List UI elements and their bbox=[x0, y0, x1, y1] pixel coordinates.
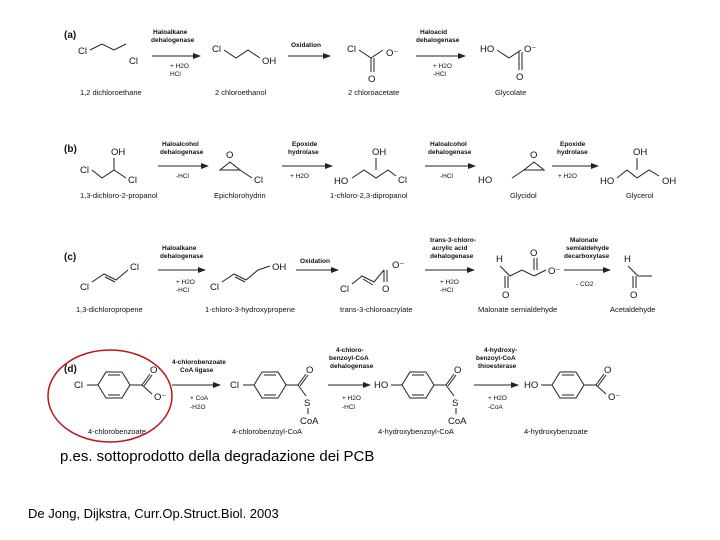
condition-label: -HCl bbox=[433, 71, 446, 78]
enzyme-label: 4-chloro- bbox=[336, 347, 364, 354]
molecule-glycolate bbox=[480, 44, 536, 83]
compound-label: Malonate semialdehyde bbox=[478, 305, 558, 314]
compound-label: 1,3-dichloropropene bbox=[76, 305, 143, 314]
atom-coa: CoA bbox=[300, 416, 319, 427]
atom-coa: CoA bbox=[448, 416, 467, 427]
atom-ho: HO bbox=[480, 44, 495, 55]
molecule-4-chlorobenzoyl-coa bbox=[230, 365, 319, 427]
enzyme-label: dehalogenase bbox=[430, 253, 474, 260]
molecule-13-dichloro-2-propanol bbox=[80, 147, 137, 186]
condition-label: + CoA bbox=[190, 395, 209, 402]
enzyme-label: 4-chlorobenzoate bbox=[172, 359, 226, 366]
compound-label: 4-chlorobenzoyl-CoA bbox=[232, 427, 303, 436]
molecule-4-hydroxybenzoate bbox=[524, 365, 620, 403]
condition-label: + H2O bbox=[433, 63, 452, 70]
condition-label: + H2O bbox=[170, 63, 189, 70]
compound-label: 2 chloroethanol bbox=[215, 88, 267, 97]
reaction-arrow bbox=[425, 237, 476, 294]
atom-o: O bbox=[382, 284, 390, 295]
atom-h: H bbox=[496, 254, 503, 265]
atom-o-minus: O⁻ bbox=[608, 392, 621, 403]
enzyme-label: dehalogenase bbox=[330, 363, 374, 370]
condition-label: + H2O bbox=[342, 395, 361, 402]
enzyme-label: Oxidation bbox=[300, 258, 330, 265]
molecule-4-chlorobenzoate bbox=[74, 365, 166, 403]
reaction-arrow bbox=[282, 141, 332, 180]
reaction-arrow bbox=[158, 141, 208, 180]
atom-o: O bbox=[368, 74, 376, 85]
compound-label: Glycolate bbox=[495, 88, 527, 97]
caption-pcb-note: p.es. sottoprodotto della degradazione dei PCB bbox=[60, 448, 375, 465]
condition-label: -HCl bbox=[342, 404, 355, 411]
condition-label: -H2O bbox=[190, 404, 206, 411]
atom-o-minus: O⁻ bbox=[154, 392, 167, 403]
compound-label: 1-chloro-3-hydroxypropene bbox=[205, 305, 296, 314]
atom-oh: OH bbox=[111, 147, 126, 158]
atom-cl: Cl bbox=[128, 175, 137, 186]
compound-label: 1-chloro-2,3-dipropanol bbox=[330, 191, 408, 200]
enzyme-label: trans-3-chloro- bbox=[430, 237, 476, 244]
reaction-arrow bbox=[425, 141, 475, 180]
enzyme-label: Epoxide bbox=[560, 141, 586, 148]
condition-label: + H2O bbox=[440, 279, 459, 286]
atom-cl: Cl bbox=[80, 165, 89, 176]
atom-o: O bbox=[604, 365, 612, 376]
atom-s: S bbox=[304, 398, 311, 409]
enzyme-label: Haloalkane bbox=[162, 245, 197, 252]
compound-label: 4-hydroxybenzoyl-CoA bbox=[378, 427, 454, 436]
atom-oh: OH bbox=[372, 147, 387, 158]
enzyme-label: acrylic acid bbox=[432, 245, 468, 252]
molecule-13-dichloropropene bbox=[80, 262, 139, 293]
reaction-arrow bbox=[474, 347, 518, 411]
compound-label: trans-3-chloroacrylate bbox=[340, 305, 413, 314]
atom-cl: Cl bbox=[74, 380, 83, 391]
reaction-arrow bbox=[328, 347, 374, 411]
atom-ho: HO bbox=[334, 176, 349, 187]
compound-label: 4-chlorobenzoate bbox=[88, 427, 146, 436]
atom-o: O bbox=[454, 365, 462, 376]
condition-label: + H2O bbox=[488, 395, 507, 402]
atom-ho: HO bbox=[374, 380, 389, 391]
enzyme-label: Haloacid bbox=[420, 29, 448, 36]
atom-cl: Cl bbox=[78, 46, 87, 57]
panel-label-b: (b) bbox=[64, 144, 77, 155]
molecule-trans-3-chloroacrylate bbox=[340, 260, 404, 295]
enzyme-label: Haloalcohol bbox=[430, 141, 467, 148]
atom-s: S bbox=[452, 398, 459, 409]
compound-label: Glycidol bbox=[510, 191, 537, 200]
condition-label: -HCl bbox=[440, 287, 453, 294]
atom-cl: Cl bbox=[340, 284, 349, 295]
compound-label: Epichlorohydrin bbox=[214, 191, 266, 200]
atom-oh: OH bbox=[633, 147, 648, 158]
citation: De Jong, Dijkstra, Curr.Op.Struct.Biol. 2003 bbox=[28, 506, 279, 521]
panel-label-d: (d) bbox=[64, 364, 77, 375]
atom-h: H bbox=[624, 254, 631, 265]
enzyme-label: hydrolase bbox=[557, 149, 588, 156]
atom-cl: Cl bbox=[347, 44, 356, 55]
compound-label: Acetaldehyde bbox=[610, 305, 656, 314]
reaction-arrow bbox=[172, 359, 226, 411]
enzyme-label: Haloalcohol bbox=[162, 141, 199, 148]
condition-label: - CO2 bbox=[576, 281, 594, 288]
compound-label: Glycerol bbox=[626, 191, 654, 200]
enzyme-label: dehalogenase bbox=[151, 37, 195, 44]
molecule-acetaldehyde bbox=[624, 254, 652, 301]
atom-o: O bbox=[630, 290, 638, 301]
molecule-1-chloro-3-hydroxypropene bbox=[210, 262, 286, 293]
atom-ho: HO bbox=[478, 175, 493, 186]
atom-o: O bbox=[226, 150, 234, 161]
condition-label: + H2O bbox=[290, 173, 309, 180]
panel-b bbox=[64, 141, 676, 200]
molecule-12-dichloroethane bbox=[78, 44, 138, 67]
enzyme-label: decarboxylase bbox=[564, 253, 610, 260]
reaction-arrow bbox=[564, 237, 610, 288]
atom-o: O bbox=[502, 290, 510, 301]
enzyme-label: dehalogenase bbox=[160, 149, 204, 156]
panel-a bbox=[64, 29, 536, 97]
enzyme-label: dehalogenase bbox=[428, 149, 472, 156]
enzyme-label: Haloalkane bbox=[153, 29, 188, 36]
molecule-4-hydroxybenzoyl-coa bbox=[374, 365, 467, 427]
reaction-arrow bbox=[416, 29, 465, 78]
condition-label: + H2O bbox=[558, 173, 577, 180]
enzyme-label: benzoyl-CoA bbox=[329, 355, 369, 362]
panel-label-a: (a) bbox=[64, 30, 77, 41]
atom-cl: Cl bbox=[212, 44, 221, 55]
atom-cl: Cl bbox=[130, 262, 139, 273]
panel-c bbox=[64, 237, 655, 314]
enzyme-label: Epoxide bbox=[292, 141, 318, 148]
molecule-2-chloroethanol bbox=[212, 44, 276, 67]
enzyme-label: CoA ligase bbox=[180, 367, 214, 374]
atom-o-minus: O⁻ bbox=[386, 48, 399, 59]
panel-d bbox=[48, 347, 620, 442]
atom-cl: Cl bbox=[254, 175, 263, 186]
atom-ho: HO bbox=[600, 176, 615, 187]
condition-label: HCl bbox=[170, 71, 181, 78]
enzyme-label: benzoyl-CoA bbox=[476, 355, 516, 362]
atom-o-minus: O⁻ bbox=[548, 266, 561, 277]
atom-o: O bbox=[516, 72, 524, 83]
atom-ho: HO bbox=[524, 380, 539, 391]
condition-label: -HCl bbox=[176, 287, 189, 294]
enzyme-label: dehalogenase bbox=[416, 37, 460, 44]
atom-oh: OH bbox=[662, 176, 677, 187]
condition-label: -HCl bbox=[440, 173, 453, 180]
condition-label: + H2O bbox=[176, 279, 195, 286]
enzyme-label: thioesterase bbox=[478, 363, 517, 370]
molecule-glycerol bbox=[600, 147, 676, 187]
compound-label: 2 chloroacetate bbox=[348, 88, 400, 97]
molecule-epichlorohydrin bbox=[220, 150, 263, 186]
atom-cl: Cl bbox=[398, 175, 407, 186]
compound-label: 1,2 dichloroethane bbox=[80, 88, 142, 97]
molecule-1-chloro-23-dipropanol bbox=[334, 147, 407, 187]
atom-oh: OH bbox=[262, 56, 277, 67]
atom-o: O bbox=[530, 248, 538, 259]
atom-o-minus: O⁻ bbox=[392, 260, 405, 271]
atom-cl: Cl bbox=[210, 282, 219, 293]
atom-o: O bbox=[530, 150, 538, 161]
molecule-malonate-semialdehyde bbox=[496, 248, 560, 301]
atom-o: O bbox=[306, 365, 314, 376]
enzyme-label: 4-hydroxy- bbox=[484, 347, 518, 354]
panel-label-c: (c) bbox=[64, 252, 77, 263]
atom-oh: OH bbox=[272, 262, 287, 273]
molecule-2-chloroacetate bbox=[347, 44, 398, 85]
atom-o-minus: O⁻ bbox=[524, 44, 537, 55]
reaction-arrow bbox=[288, 42, 330, 56]
molecule-glycidol bbox=[478, 150, 544, 186]
enzyme-label: hydrolase bbox=[288, 149, 319, 156]
atom-cl: Cl bbox=[129, 56, 138, 67]
reaction-arrow bbox=[552, 141, 598, 180]
compound-label: 1,3-dichloro-2-propanol bbox=[80, 191, 158, 200]
reaction-arrow bbox=[151, 29, 200, 78]
reaction-arrow bbox=[158, 245, 205, 294]
enzyme-label: semialdehyde bbox=[566, 245, 609, 252]
condition-label: -HCl bbox=[176, 173, 189, 180]
condition-label: -CoA bbox=[488, 404, 503, 411]
atom-cl: Cl bbox=[80, 282, 89, 293]
reaction-arrow bbox=[296, 258, 338, 270]
atom-o: O bbox=[150, 365, 158, 376]
enzyme-label: Malonate bbox=[570, 237, 599, 244]
compound-label: 4-hydroxybenzoate bbox=[524, 427, 588, 436]
enzyme-label: dehalogenase bbox=[160, 253, 204, 260]
atom-cl: Cl bbox=[230, 380, 239, 391]
enzyme-label: Oxidation bbox=[291, 42, 321, 49]
